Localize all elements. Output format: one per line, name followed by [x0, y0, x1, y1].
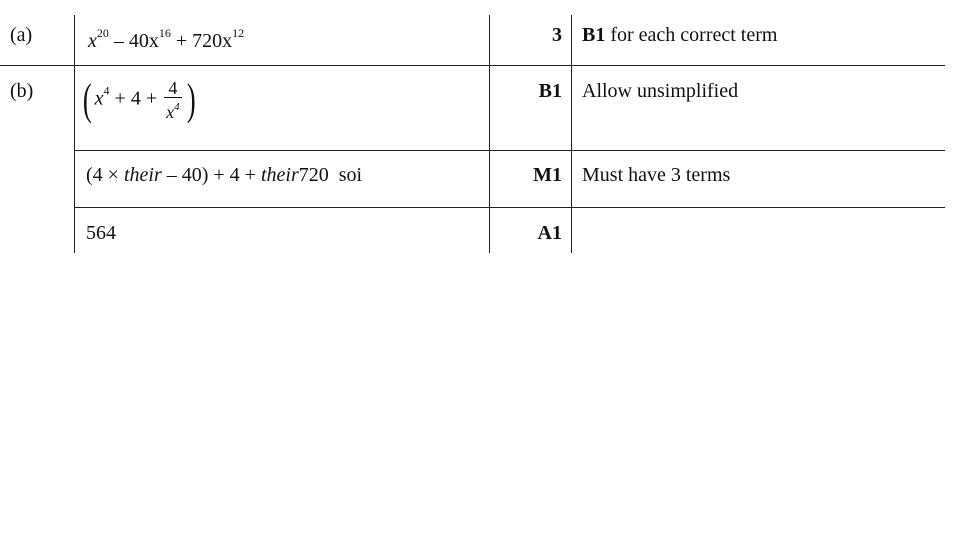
- guidance-m1: Must have 3 terms: [582, 164, 731, 186]
- guidance-b1: Allow unsimplified: [582, 80, 739, 102]
- column-divider: [74, 15, 75, 253]
- answer-b-final: 564: [86, 222, 116, 244]
- answer-b-method: (4 × their – 40) + 4 + their720 soi: [86, 164, 363, 186]
- answer-b-expression: ( $x^4 + 4$ + $\frac{4}{x^4}$ ): [82, 75, 196, 124]
- row-divider: [75, 207, 945, 208]
- row-divider: [75, 150, 945, 151]
- fraction: $\frac{4}{x^4}$: [166, 78, 180, 122]
- row-divider: [0, 65, 945, 66]
- mark-a: 3: [552, 24, 562, 46]
- mark-a1: A1: [537, 222, 562, 244]
- column-divider: [571, 15, 572, 253]
- answer-a: $x^{20} - 40x^{16} + 720x^{12}$: [88, 26, 245, 52]
- mark-b1: B1: [538, 80, 562, 102]
- question-label-a: (a): [10, 24, 33, 46]
- question-label-b: (b): [10, 80, 34, 102]
- mark-m1: M1: [533, 164, 562, 186]
- column-divider: [489, 15, 490, 253]
- guidance-a: B1 for each correct term: [582, 24, 778, 46]
